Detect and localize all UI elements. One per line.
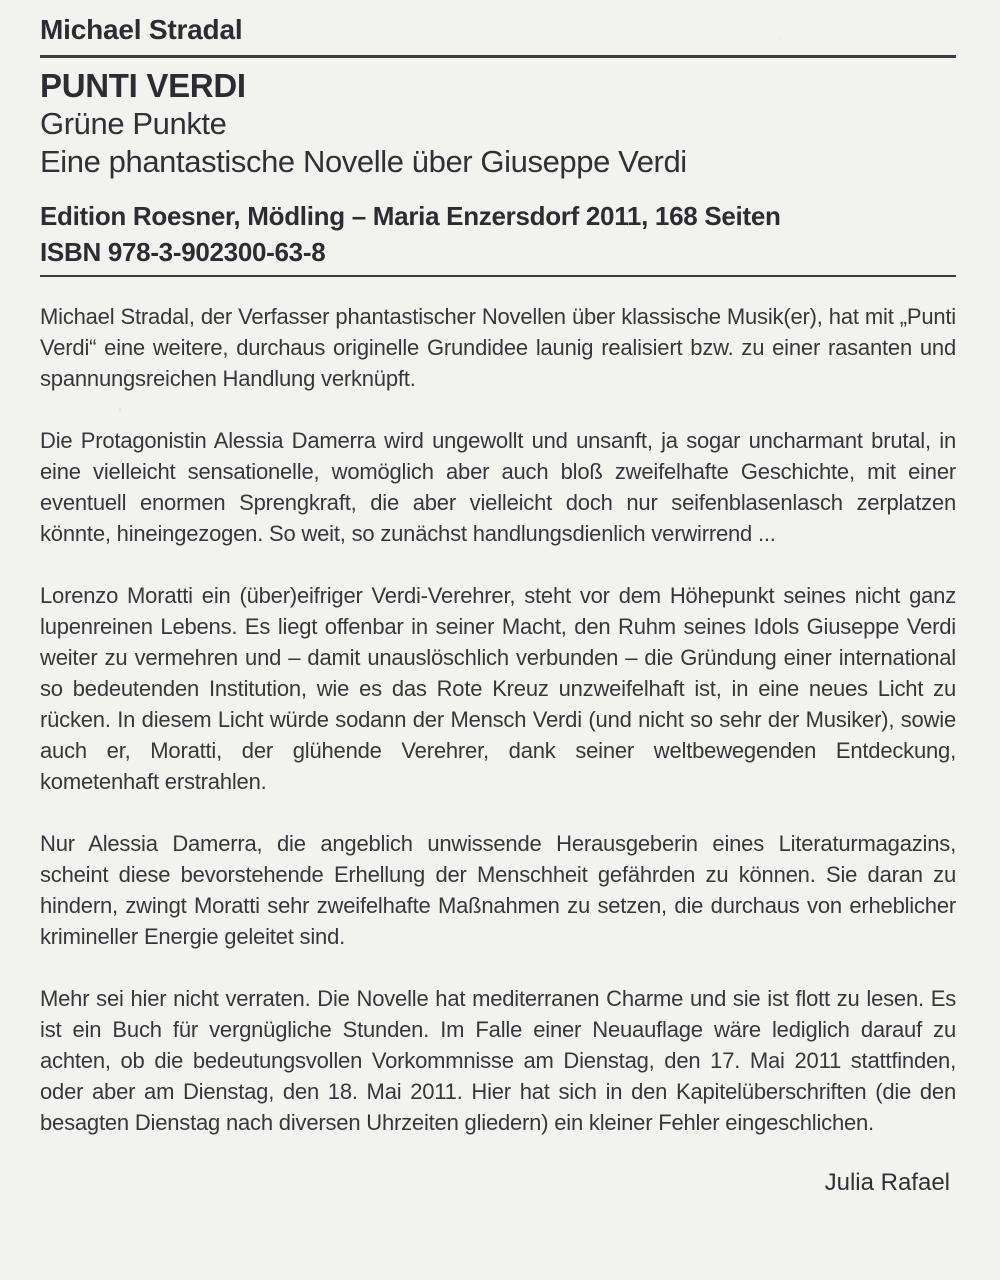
book-title: PUNTI VERDI [40, 67, 246, 104]
review-paragraph-3: Lorenzo Moratti ein (über)eifriger Verdi-Verehrer, steht vor dem Höhepunkt seines nicht ganz lupenreinen Lebens. Es liegt offenbar in seiner Macht, den Ruhm seines Idols Giuseppe Verdi weiter zu vermehren und – damit unauslöschlich verbunden – die Gründung einer international so bedeutenden Institution, wie es das Rote Kreuz unzweifelhaft ist, in eine neues Licht zu rücken. In diesem Licht würde sodann der Mensch Verdi (und nicht so sehr der Musiker), sowie auch er, Moratti, der glühende Verehrer, dank seiner weltbewegenden Entdeckung, kometenhaft erstrahlen. [40, 583, 956, 794]
review-paragraph-2: Die Protagonistin Alessia Damerra wird ungewollt und unsanft, ja sogar uncharmant brutal, in eine vielleicht sensationelle, womöglich aber auch bloß zweifelhafte Geschichte, mit einer eventuell enormen Sprengkraft, die aber vielleicht doch nur seifenblasenlasch zerplatzen könnte, hineingezogen. So weit, so zunächst handlungsdienlich verwirrend ... [40, 428, 956, 546]
publication-info-block [40, 198, 956, 270]
review-body [40, 301, 956, 1138]
review-paragraph-5: Mehr sei hier nicht verraten. Die Novelle hat mediterranen Charme und sie ist flott zu lesen. Es ist ein Buch für vergnügliche Stunden. Im Falle einer Neuauflage wäre lediglich darauf zu achten, ob die bedeutungsvollen Vorkommnisse am Dienstag, den 17. Mai 2011 stattfinden, oder aber am Dienstag, den 18. Mai 2011. Hier hat sich in den Kapitelüberschriften (die den besagten Dienstag nach diversen Uhrzeiten gliedern) ein kleiner Fehler eingeschlichen. [40, 986, 956, 1135]
book-subtitle-description: Eine phantastische Novelle über Giuseppe Verdi [40, 144, 687, 179]
review-paragraph-1: Michael Stradal, der Verfasser phantastischer Novellen über klassische Musik(er), hat mit „Punti Verdi“ eine weitere, durchaus originelle Grundidee launig realisiert bzw. zu einer rasanten und spannungsreichen Handlung verknüpft. [40, 304, 956, 391]
divider-line-top [40, 55, 956, 58]
reviewer-signature: Julia Rafael [824, 1169, 950, 1196]
isbn-number: ISBN 978-3-902300-63-8 [40, 237, 326, 267]
book-title-block [40, 66, 956, 181]
book-subtitle-german: Grüne Punkte [40, 106, 227, 141]
review-paragraph-4: Nur Alessia Damerra, die angeblich unwissende Herausgeberin eines Literaturmagazins, scheint diese bevorstehende Erhellung der Menschheit gefährden zu können. Sie daran zu hindern, zwingt Moratti sehr zweifelhafte Maßnahmen zu setzen, die durchaus von erheblicher krimineller Energie geleitet sind. [40, 831, 956, 949]
author-heading: Michael Stradal [40, 14, 243, 45]
divider-line-bottom [40, 275, 956, 277]
publisher-info: Edition Roesner, Mödling – Maria Enzersdorf 2011, 168 Seiten [40, 201, 781, 231]
